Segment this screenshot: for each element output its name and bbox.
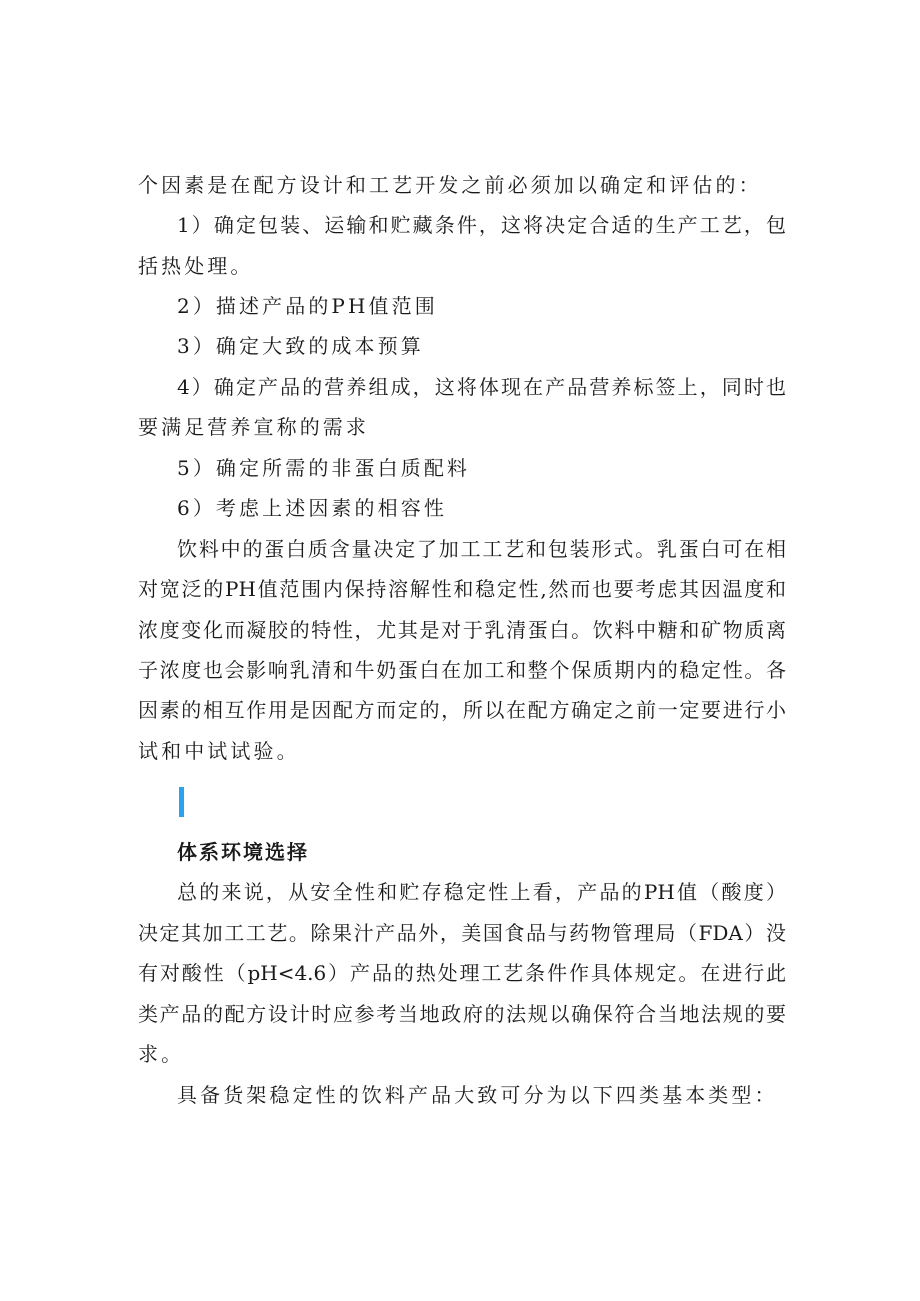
section-accent-bar [179,787,184,817]
list-item-5: 5）确定所需的非蛋白质配料 [177,456,471,480]
paragraph-line: 决定其加工工艺。除果汁产品外，美国食品与药物管理局（FDA）没 [138,921,786,945]
list-item-6: 6）考虑上述因素的相容性 [177,496,447,520]
section-heading: 体系环境选择 [177,840,309,864]
paragraph-line: 试和中试试验。 [138,739,300,763]
paragraph-line: 浓度变化而凝胶的特性，尤其是对于乳清蛋白。饮料中糖和矿物质离 [138,618,786,642]
paragraph-line: 有对酸性（pH<4.6）产品的热处理工艺条件作具体规定。在进行此 [138,961,786,985]
paragraph-line: 子浓度也会影响乳清和牛奶蛋白在加工和整个保质期内的稳定性。各 [138,658,786,682]
paragraph-line: 饮料中的蛋白质含量决定了加工工艺和包装形式。乳蛋白可在相 [177,537,786,561]
list-item-1-line-1: 1）确定包装、运输和贮藏条件，这将决定合适的生产工艺，包 [177,213,786,237]
list-item-2: 2）描述产品的PH值范围 [177,294,438,318]
list-item-3: 3）确定大致的成本预算 [177,334,424,358]
paragraph-line: 总的来说，从安全性和贮存稳定性上看，产品的PH值（酸度） [177,880,786,904]
paragraph-line: 因素的相互作用是因配方而定的，所以在配方确定之前一定要进行小 [138,698,786,722]
paragraph-line: 求。 [138,1042,185,1066]
paragraph-line: 具备货架稳定性的饮料产品大致可分为以下四类基本类型： [177,1083,778,1107]
paragraph-line: 类产品的配方设计时应参考当地政府的法规以确保符合当地法规的要 [138,1002,786,1026]
paragraph-line: 对宽泛的PH值范围内保持溶解性和稳定性,然而也要考虑其因温度和 [138,577,786,601]
list-item-1-line-2: 括热处理。 [138,254,254,278]
paragraph-line: 个因素是在配方设计和工艺开发之前必须加以确定和评估的： [138,173,762,197]
list-item-4-line-2: 要满足营养宣称的需求 [138,415,369,439]
list-item-4-line-1: 4）确定产品的营养组成，这将体现在产品营养标签上，同时也 [177,375,786,399]
